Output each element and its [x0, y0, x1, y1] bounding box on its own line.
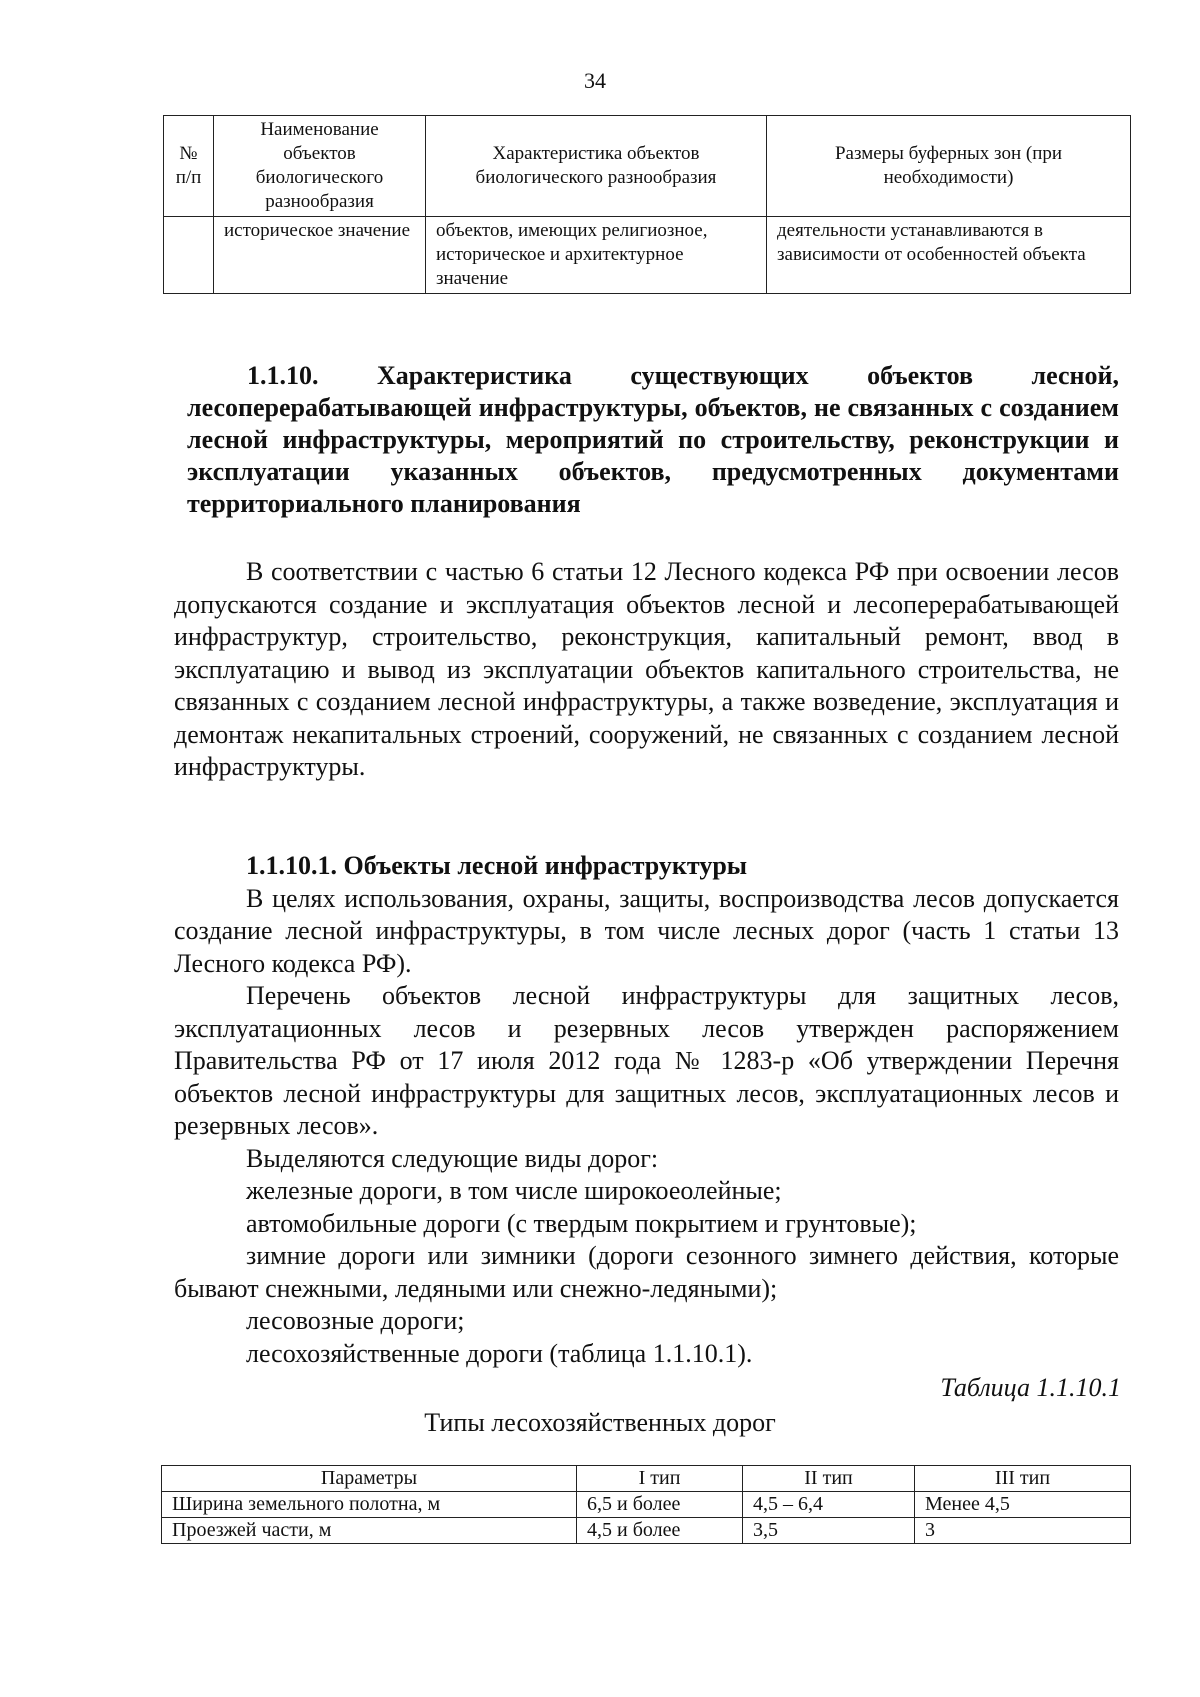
table-title: Типы лесохозяйственных дорог [424, 1408, 776, 1437]
table-header-row [164, 116, 1131, 217]
table-header-cell: Размеры буферных зон (при необходимости) [767, 116, 1131, 217]
paragraph: Выделяются следующие виды дорог: [246, 1143, 659, 1173]
paragraph: Перечень объектов лесной инфраструктуры для защитных лесов, эксплуатационных лесов и резервных лесов утвержден распоряжением Правительства РФ от 17 июля 2012 года № 1283-р «Об утверждении Перечня объектов лесной инфраструктуры для защитных лесов, эксплуатационных лесов и резервных лесов». [174, 981, 1119, 1140]
table-header-cell: Характеристика объектов биологического разнообразия [426, 116, 767, 217]
list-item: лесовозные дороги; [246, 1306, 465, 1335]
table-header-cell: I тип [577, 1466, 743, 1492]
table-cell: 3 [915, 1518, 1131, 1544]
table-header-row [162, 1466, 1131, 1492]
table-header-cell: № п/п [164, 116, 214, 217]
list-item: железные дороги, в том числе широкоеолейные; [246, 1176, 782, 1205]
table-caption: Таблица 1.1.10.1 [940, 1373, 1121, 1402]
table-cell: Ширина земельного полотна, м [162, 1492, 577, 1518]
subsection-heading: 1.1.10.1. Объекты лесной инфраструктуры [246, 851, 748, 880]
table-header-cell: Наименование объектов биологического разнообразия [214, 116, 426, 217]
table-row [162, 1492, 1131, 1518]
list-item: лесохозяйственные дороги (таблица 1.1.10.1). [246, 1338, 753, 1368]
table-cell: объектов, имеющих религиозное, историческое и архитектурное значение [426, 217, 767, 294]
infrastructure-block [174, 850, 1119, 1370]
table-cell: деятельности устанавливаются в зависимости от особенностей объекта [767, 217, 1131, 294]
table-cell: 3,5 [743, 1518, 915, 1544]
list-item: зимние дороги или зимники (дороги сезонного зимнего действия, которые бывают снежными, ледяными или снежно-ледяными); [174, 1241, 1119, 1303]
table-header-cell: II тип [743, 1466, 915, 1492]
section-heading: 1.1.10. Характеристика существующих объектов лесной, лесоперерабатывающей инфраструктуры, объектов, не связанных с созданием лесной инфраструктуры, мероприятий по строительству, реконструкции и эксплуатации указанных объектов, предусмотренных документами территориального планирования [187, 361, 1119, 518]
page-number: 34 [584, 68, 606, 93]
intro-block [174, 556, 1119, 784]
list-item: автомобильные дороги (с твердым покрытием и грунтовые); [246, 1208, 917, 1238]
table-cell: 4,5 – 6,4 [743, 1492, 915, 1518]
road-types-table [161, 1465, 1131, 1544]
table-row [164, 217, 1131, 294]
table-header-cell: III тип [915, 1466, 1131, 1492]
table-cell: Менее 4,5 [915, 1492, 1131, 1518]
table-cell: Проезжей части, м [162, 1518, 577, 1544]
table-cell: историческое значение [214, 217, 426, 294]
table-cell: 4,5 и более [577, 1518, 743, 1544]
table-row [162, 1518, 1131, 1544]
table-cell: 6,5 и более [577, 1492, 743, 1518]
paragraph: В соответствии с частью 6 статьи 12 Лесного кодекса РФ при освоении лесов допускаются создание и эксплуатация объектов лесной и лесоперерабатывающей инфраструктур, строительство, реконструкция, капитальный ремонт, ввод в эксплуатацию и вывод из эксплуатации объектов капитального строительства, не связанных с созданием лесной инфраструктуры, а также возведение, эксплуатация и демонтаж некапитальных строений, сооружений, не связанных с созданием лесной инфраструктуры. [174, 557, 1119, 781]
paragraph: В целях использования, охраны, защиты, воспроизводства лесов допускается создание лесной инфраструктуры, в том числе лесных дорог (часть 1 статьи 13 Лесного кодекса РФ). [174, 883, 1119, 978]
table-cell [164, 217, 214, 294]
biodiversity-table [163, 115, 1131, 294]
table-header-cell: Параметры [162, 1466, 577, 1492]
